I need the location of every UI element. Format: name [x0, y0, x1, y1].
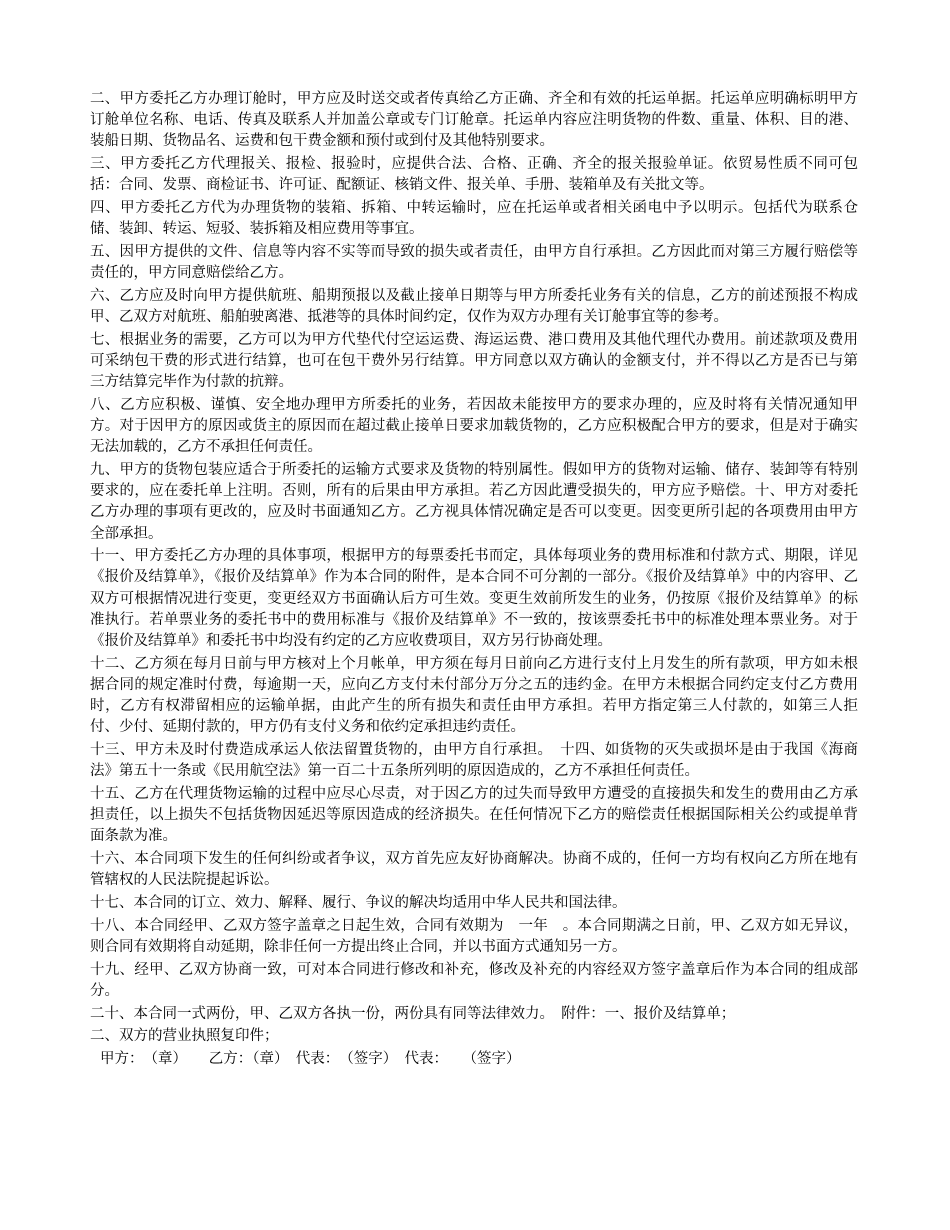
clause-16: 十六、本合同项下发生的任何纠纷或者争议，双方首先应友好协商解决。协商不成的，任何一方均有权向乙方所在地有管辖权的人民法院提起诉讼。	[90, 851, 858, 889]
clause-13-14: 十三、甲方未及时付费造成承运人依法留置货物的，由甲方自行承担。 十四、如货物的灭失或损坏是由于我国《海商法》第五十一条或《民用航空法》第一百二十五条所列明的原因造成的，乙方不承担任何责任。	[90, 742, 858, 780]
signature-line: 甲方： （章） 乙方：（章） 代表： （签字） 代表： （签字）	[100, 1050, 521, 1067]
clause-11: 十一、甲方委托乙方办理的具体事项，根据甲方的每票委托书而定，具体每项业务的费用标准和付款方式、期限，详见《报价及结算单》，《报价及结算单》作为本合同的附件，是本合同不可分割的一部分。《报价及结算单》中的内容甲、乙双方可根据情况进行变更，变更经双方书面确认后方可生效。变更生效前所发生的业务，仍按原《报价及结算单》的标准执行。若单票业务的委托书中的费用标准与《报价及结算单》不一致的，按该票委托书中的标准处理本票业务。对于《报价及结算单》和委托书中均没有约定的乙方应收费项目，双方另行协商处理。	[90, 548, 858, 650]
clause-4: 四、甲方委托乙方代为办理货物的装箱、拆箱、中转运输时，应在托运单或者相关函电中予以明示。包括代为联系仓储、装卸、转运、短驳、装拆箱及相应费用等事宜。	[90, 200, 858, 238]
clause-3: 三、甲方委托乙方代理报关、报检、报验时，应提供合法、合格、正确、齐全的报关报验单证。依贸易性质不同可包括：合同、发票、商检证书、许可证、配额证、核销文件、报关单、手册、装箱单及有关批文等。	[90, 156, 858, 194]
clause-17: 十七、本合同的订立、效力、解释、履行、争议的解决均适用中华人民共和国法律。	[90, 895, 627, 912]
clause-9-10: 九、甲方的货物包装应适合于所委托的运输方式要求及货物的特别属性。假如甲方的货物对运输、储存、装卸等有特别要求的，应在委托单上注明。否则，所有的后果由甲方承担。若乙方因此遭受损失的，甲方应予赔偿。十、甲方对委托乙方办理的事项有更改的，应及时书面通知乙方。乙方视具体情况确定是否可以变更。因变更所引起的各项费用由甲方全部承担。	[90, 461, 858, 542]
clause-15: 十五、乙方在代理货物运输的过程中应尽心尽责，对于因乙方的过失而导致甲方遭受的直接损失和发生的费用由乙方承担责任，以上损失不包括货物因延迟等原因造成的经济损失。在任何情况下乙方的赔偿责任根据国际相关公约或提单背面条款为准。	[90, 786, 858, 845]
clause-5: 五、因甲方提供的文件、信息等内容不实等而导致的损失或者责任，由甲方自行承担。乙方因此而对第三方履行赔偿等责任的，甲方同意赔偿给乙方。	[90, 243, 858, 282]
clause-20: 二十、本合同一式两份，甲、乙双方各执一份，两份具有同等法律效力。 附件：一、报价及结算单；	[90, 1005, 736, 1022]
clause-2: 二、甲方委托乙方办理订舱时，甲方应及时送交或者传真给乙方正确、齐全和有效的托运单据。托运单应明确标明甲方订舱单位名称、电话、传真及联系人并加盖公章或专门订舱章。托运单内容应注明货物的件数、重量、体积、目的港、装船日期、货物品名、运费和包干费金额和预付或到付及其他特别要求。	[90, 91, 858, 150]
clause-7: 七、根据业务的需要，乙方可以为甲方代垫代付空运运费、海运运费、港口费用及其他代理代办费用。前述款项及费用可采纳包干费的形式进行结算，也可在包干费外另行结算。甲方同意以双方确认的金额支付，并不得以乙方是否已与第三方结算完毕作为付款的抗辩。	[90, 331, 858, 391]
clause-19: 十九、经甲、乙双方协商一致，可对本合同进行修改和补充，修改及补充的内容经双方签字盖章后作为本合同的组成部分。	[90, 961, 858, 999]
clause-12: 十二、乙方须在每月日前与甲方核对上个月帐单，甲方须在每月日前向乙方进行支付上月发生的所有款项，甲方如未根据合同的规定准时付费，每逾期一天，应向乙方支付未付部分万分之五的违约金。在甲方未根据合同约定支付乙方费用时，乙方有权滞留相应的运输单据，由此产生的所有损失和责任由甲方承担。若甲方指定第三人付款的，如第三人拒付、少付、延期付款的，甲方仍有支付义务和依约定承担违约责任。	[90, 655, 858, 736]
clause-8: 八、乙方应积极、谨慎、安全地办理甲方所委托的业务，若因故未能按甲方的要求办理的，应及时将有关情况通知甲方。对于因甲方的原因或货主的原因而在超过截止接单日要求加载货物的，乙方应积极配合甲方的要求，但是对于确实无法加载的，乙方不承担任何责任。	[90, 396, 858, 456]
clause-6: 六、乙方应及时向甲方提供航班、船期预报以及截止接单日期等与甲方所委托业务有关的信息，乙方的前述预报不构成甲、乙双方对航班、船舶驶离港、抵港等的具体时间约定，仅作为双方办理有关订舱事宜等的参考。	[90, 287, 858, 326]
contract-body	[90, 89, 858, 1070]
attachment-item: 二、双方的营业执照复印件；	[90, 1028, 279, 1045]
clause-18: 十八、本合同经甲、乙双方签字盖章之日起生效，合同有效期为 一年 。本合同期满之日前，甲、乙双方如无异议，则合同有效期将自动延期，除非任何一方提出终止合同，并以书面方式通知另一方。	[90, 917, 858, 955]
